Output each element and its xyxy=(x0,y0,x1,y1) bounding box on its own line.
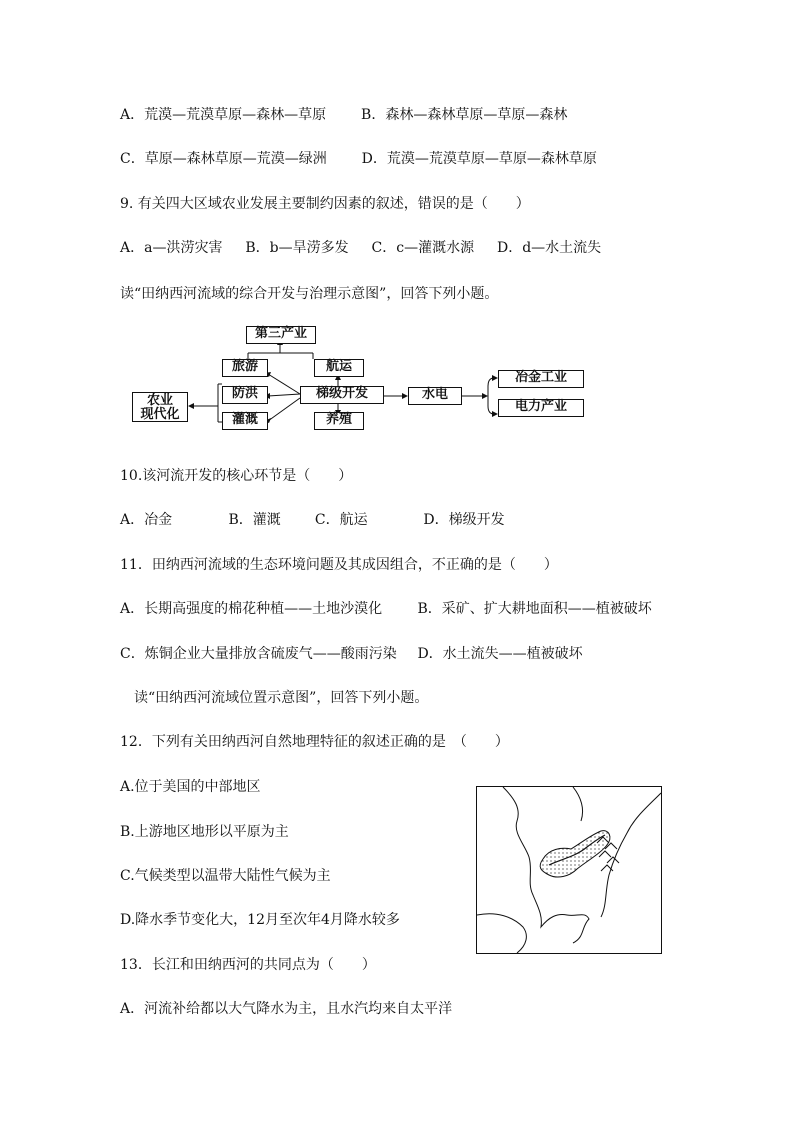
box-cascade: 梯级开发 xyxy=(300,386,384,404)
box-power: 电力产业 xyxy=(498,399,584,417)
reading-intro-1: 读“田纳西河流域的综合开发与治理示意图”，回答下列小题。 xyxy=(120,286,499,302)
q11-options-row2 xyxy=(120,643,583,663)
q10-option-d: D．梯级开发 xyxy=(423,512,505,528)
q11-options-row1 xyxy=(120,598,652,618)
q13-stem: 13．长江和田纳西河的共同点为（ ） xyxy=(120,957,376,973)
map-drawing xyxy=(477,787,661,953)
box-hydro: 水电 xyxy=(408,387,462,405)
q8-option-b: B．森林—森林草原—草原—森林 xyxy=(361,107,568,123)
q11-option-c: C．炼铜企业大量排放含硫废气——酸雨污染 xyxy=(120,646,397,662)
box-aquaculture: 养殖 xyxy=(314,412,364,430)
q9-option-d: D．d—水土流失 xyxy=(497,240,602,256)
q12-option-b: B.上游地区地形以平原为主 xyxy=(120,824,289,840)
q9-option-a: A．a—洪涝灾害 xyxy=(120,240,223,256)
reading-intro-2: 读“田纳西河流域位置示意图”，回答下列小题。 xyxy=(134,690,429,706)
box-tertiary: 第三产业 xyxy=(246,326,316,344)
q12-stem: 12．下列有关田纳西河自然地理特征的叙述正确的是 （ ） xyxy=(120,734,509,750)
q12-option-c: C.气候类型以温带大陆性气候为主 xyxy=(120,868,331,884)
tennessee-location-map xyxy=(476,786,662,954)
q11-option-d: D．水土流失——植被破坏 xyxy=(417,646,583,662)
q10-options xyxy=(120,509,505,529)
q10-option-c: C．航运 xyxy=(314,512,368,528)
box-agriculture xyxy=(132,392,188,422)
q8-option-a: A．荒漠—荒漠草原—森林—草原 xyxy=(120,107,327,123)
q10-stem: 10.该河流开发的核心环节是（ ） xyxy=(120,468,353,484)
q10-option-a: A．冶金 xyxy=(120,512,173,528)
q8-options-row1 xyxy=(120,104,567,124)
q9-option-b: B．b—旱涝多发 xyxy=(245,240,349,256)
q12-option-a: A.位于美国的中部地区 xyxy=(120,779,261,795)
q10-option-b: B．灌溉 xyxy=(228,512,281,528)
q13-option-a: A．河流补给都以大气降水为主，且水汽均来自太平洋 xyxy=(120,1001,453,1017)
box-irrigation: 灌溉 xyxy=(222,412,268,430)
box-tourism: 旅游 xyxy=(222,359,268,377)
agriculture-line-1: 农业 xyxy=(146,393,173,408)
q8-options-row2 xyxy=(120,148,597,168)
box-shipping: 航运 xyxy=(314,359,364,377)
q11-option-b: B．采矿、扩大耕地面积——植被破坏 xyxy=(417,601,652,617)
q9-options xyxy=(120,237,601,257)
box-metallurgy: 冶金工业 xyxy=(498,370,584,388)
development-diagram xyxy=(128,326,588,432)
agriculture-line-2: 现代化 xyxy=(140,407,180,422)
q11-stem: 11．田纳西河流域的生态环境问题及其成因组合，不正确的是（ ） xyxy=(120,557,558,573)
q8-option-d: D．荒漠—荒漠草原—草原—森林草原 xyxy=(361,151,597,167)
q12-option-d: D.降水季节变化大，12月至次年4月降水较多 xyxy=(120,912,400,928)
q9-option-c: C．c—灌溉水源 xyxy=(371,240,475,256)
q9-stem: 9. 有关四大区域农业发展主要制约因素的叙述，错误的是（ ） xyxy=(120,196,530,212)
box-flood: 防洪 xyxy=(222,386,268,404)
q11-option-a: A．长期高强度的棉花种植——土地沙漠化 xyxy=(120,601,383,617)
q8-option-c: C．草原—森林草原—荒漠—绿洲 xyxy=(120,151,327,167)
